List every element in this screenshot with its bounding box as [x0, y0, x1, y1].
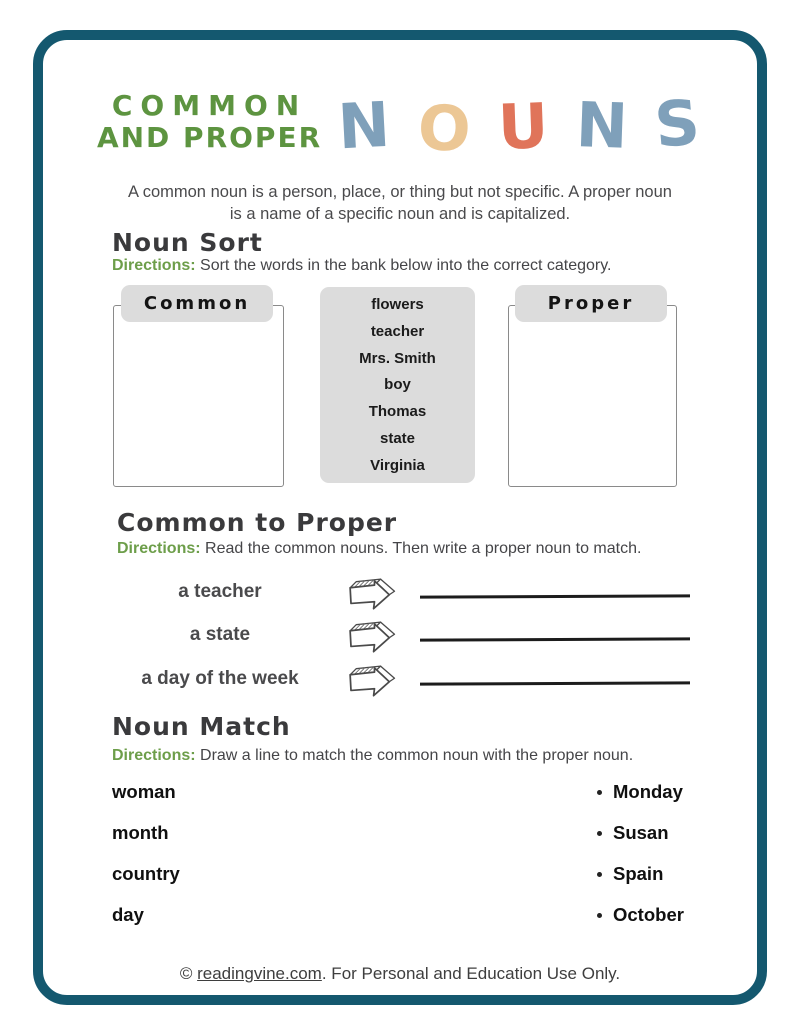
noun-match-heading: Noun Match: [112, 712, 291, 741]
arrow-right-icon: [342, 660, 400, 700]
noun-match-directions: [112, 747, 633, 765]
bullet-dot-icon: [597, 913, 602, 918]
noun-match-directions-text: Draw a line to match the common noun with the proper noun.: [195, 747, 634, 764]
common-box-label: Common: [121, 285, 273, 322]
readingvine-link[interactable]: readingvine.com: [197, 964, 322, 983]
title-letter-s: S: [652, 85, 706, 163]
footer-copyright: [0, 964, 800, 984]
match-common-noun: woman: [112, 781, 176, 802]
match-proper-noun-label: October: [613, 904, 684, 925]
match-proper-noun: [597, 904, 684, 926]
common-sort-box: [113, 305, 284, 487]
description-line-1: A common noun is a person, place, or thing but not specific. A proper noun: [128, 183, 672, 201]
noun-sort-directions: [112, 257, 612, 275]
description-line-2: is a name of a specific noun and is capitalized.: [229, 205, 571, 224]
proper-sort-box: [508, 305, 677, 487]
arrow-right-icon: [342, 616, 400, 656]
title-letter-o: O: [416, 91, 475, 167]
word-bank-item: boy: [384, 376, 411, 394]
common-to-proper-row: [110, 659, 690, 699]
arrow-right-icon: [342, 573, 400, 613]
noun-match-directions-label: Directions:: [112, 747, 196, 764]
noun-sort-directions-label: Directions:: [112, 257, 196, 274]
bullet-dot-icon: [597, 872, 602, 877]
title-letter-n1: N: [336, 88, 395, 164]
title-nouns: [336, 85, 706, 167]
title-letter-u: U: [496, 89, 553, 165]
word-bank-item: state: [379, 430, 416, 448]
match-proper-noun: [597, 822, 669, 844]
word-bank-item: flowers: [371, 296, 424, 313]
title-common-and-proper: [97, 90, 322, 156]
match-common-noun: month: [112, 822, 169, 843]
answer-blank-line: [420, 637, 690, 641]
match-proper-noun-label: Monday: [613, 781, 683, 802]
match-common-noun: day: [112, 904, 144, 925]
footer-suffix: . For Personal and Education Use Only.: [321, 964, 621, 983]
title-line-common: COMMON: [111, 89, 308, 122]
common-noun-prompt: a teacher: [178, 581, 262, 602]
common-to-proper-heading: Common to Proper: [117, 508, 398, 537]
common-to-proper-directions: [117, 540, 641, 558]
title-letter-n2: N: [574, 88, 633, 164]
bullet-dot-icon: [597, 790, 602, 795]
word-bank-item: Thomas: [368, 403, 427, 421]
match-proper-noun: [597, 781, 683, 803]
proper-box-label: Proper: [515, 285, 667, 322]
common-noun-prompt: a day of the week: [141, 668, 299, 689]
word-bank-item: teacher: [370, 322, 425, 340]
common-to-proper-row: [110, 572, 690, 612]
title-line-and-proper: AND PROPER: [96, 121, 323, 155]
match-proper-noun-label: Susan: [613, 822, 669, 843]
common-to-proper-row: [110, 615, 690, 655]
match-common-noun: country: [112, 863, 180, 884]
common-noun-prompt: a state: [189, 624, 251, 645]
footer-prefix: ©: [179, 964, 198, 983]
common-to-proper-directions-label: Directions:: [117, 540, 201, 557]
answer-blank-line: [420, 594, 690, 598]
bullet-dot-icon: [597, 831, 602, 836]
noun-sort-heading: Noun Sort: [112, 228, 263, 257]
answer-blank-line: [420, 681, 690, 685]
worksheet-title: [0, 85, 800, 167]
match-proper-noun-label: Spain: [613, 863, 664, 884]
word-bank-item: Virginia: [370, 456, 425, 474]
word-bank: [320, 287, 475, 483]
noun-sort-directions-text: Sort the words in the bank below into the correct category.: [195, 257, 612, 274]
word-bank-item: Mrs. Smith: [359, 349, 436, 367]
common-to-proper-directions-text: Read the common nouns. Then write a proper noun to match.: [200, 540, 642, 557]
worksheet-description: [0, 181, 800, 226]
match-proper-noun: [597, 863, 663, 885]
